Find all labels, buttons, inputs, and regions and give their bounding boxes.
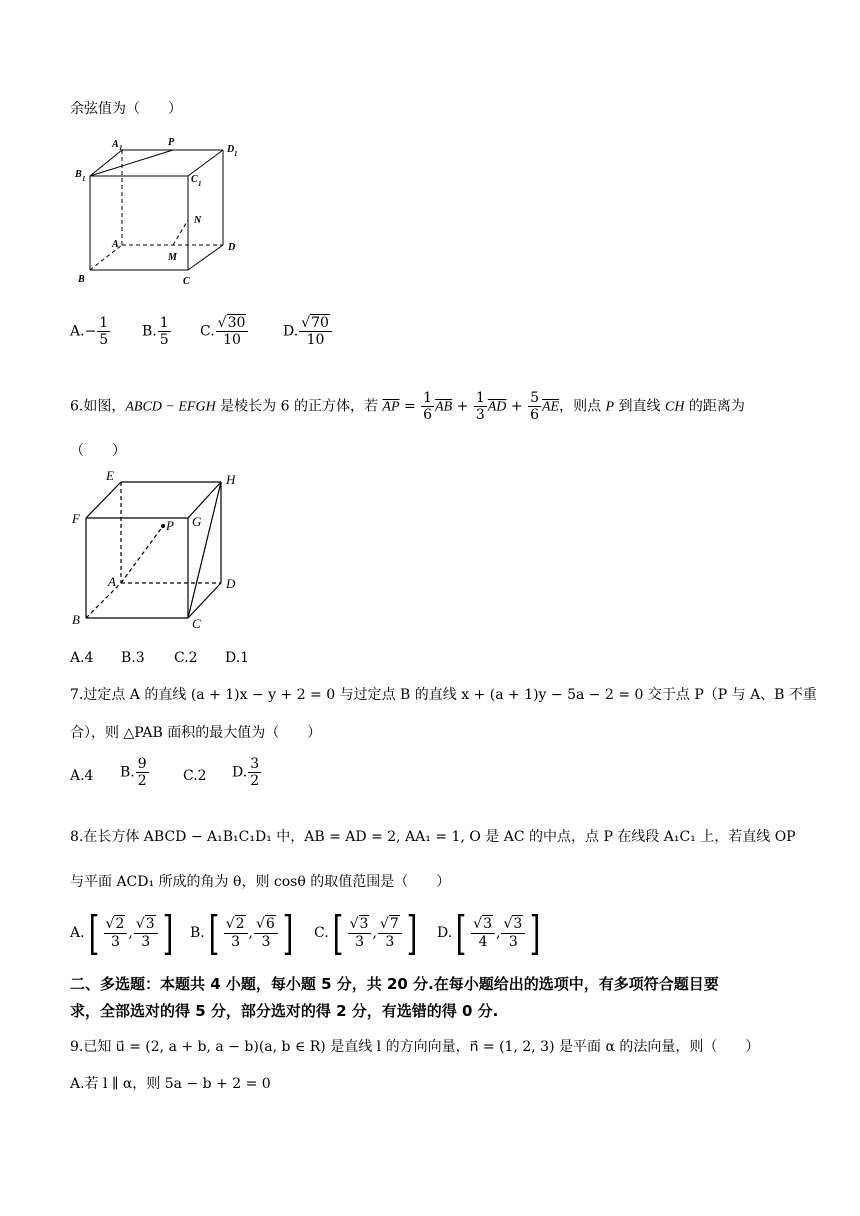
q8-option-b[interactable]: B. [ $\frac{√2}{3}$ , $\frac{√6}{3}$ ] — [190, 906, 294, 960]
q7-option-b[interactable]: B. $\frac{9}{2}$ — [120, 756, 147, 790]
q5-figure-cube — [70, 130, 250, 290]
q5-option-b[interactable]: B. $\frac{1}{5}$ — [142, 315, 169, 349]
svg-text:N: N — [194, 215, 202, 226]
svg-text:C: C — [191, 174, 198, 185]
svg-text:G: G — [192, 514, 202, 529]
q9-option-a[interactable]: A.若 l ∥ α，则 5a − b + 2 = 0 — [70, 1076, 271, 1092]
svg-text:A: A — [112, 139, 119, 150]
q6-option-b[interactable]: B.3 — [121, 650, 145, 666]
q8-option-a[interactable]: A. [ $\frac{√2}{3}$ , $\frac{√3}{3}$ ] — [70, 906, 174, 960]
q8-stem-line1: 8.在长方体 ABCD − A₁B₁C₁D₁ 中，AB = AD = 2, AA₁ = 1, O 是 AC 的中点，点 P 在线段 A₁C₁ 上，若直线 OP — [70, 829, 796, 845]
diagonal-ch — [188, 482, 221, 618]
q5-option-c[interactable]: C. $\frac{√30}{10}$ — [200, 315, 249, 348]
svg-text:A: A — [112, 239, 119, 250]
q7-option-a[interactable]: A.4 — [70, 768, 94, 784]
svg-text:1: 1 — [234, 150, 238, 158]
section2-heading-line2: 求，全部选对的得 5 分，部分选对的得 2 分，有选错的得 0 分. — [70, 1002, 499, 1020]
svg-text:B: B — [78, 274, 85, 285]
q6-paren: （ ） — [70, 443, 126, 459]
svg-text:F: F — [72, 511, 80, 526]
svg-text:1: 1 — [198, 180, 202, 188]
svg-text:D: D — [226, 576, 236, 591]
segment-b1-p — [90, 150, 173, 176]
q9-stem: 9.已知 u⃗ = (2, a + b, a − b)(a, b ∈ R) 是直线 l 的方向向量，n⃗ = (1, 2, 3) 是平面 α 的法向量，则（ ） — [70, 1039, 760, 1055]
svg-text:H: H — [226, 472, 236, 487]
svg-text:E: E — [106, 468, 114, 483]
svg-text:D: D — [227, 144, 235, 155]
svg-text:P: P — [168, 137, 175, 148]
segment-ap — [121, 526, 163, 583]
svg-text:C: C — [192, 616, 201, 631]
section2-heading-line1: 二、多选题：本题共 4 小题，每小题 5 分，共 20 分.在每小题给出的选项中，有多项符合题目要 — [70, 975, 719, 993]
svg-text:1: 1 — [82, 175, 86, 183]
edge-c-d — [188, 245, 223, 270]
q8-option-d[interactable]: D. [ $\frac{√3}{4}$ , $\frac{√3}{3}$ ] — [437, 906, 541, 960]
q6-figure-cube — [66, 468, 256, 636]
q6-option-c[interactable]: C.2 — [174, 650, 198, 666]
edge-b1-a1 — [90, 150, 122, 176]
q6-stem: 6.如图，ABCD − EFGH 是棱长为 6 的正方体，若 $\overline{AP}$ = $\frac{1}{6}$ $\overline{AB}$ + $\frac{1}{3}$ $\overline{AD}$ + $\frac{5}{6}$ $\overline{AE}$，则点 P 到直线 CH 的距离为 — [70, 390, 745, 424]
q7-option-c[interactable]: C.2 — [183, 768, 207, 784]
q7-stem-line2: 合），则 △PAB 面积的最大值为（ ） — [70, 725, 322, 741]
q6-option-d[interactable]: D.1 — [225, 650, 250, 666]
svg-text:M: M — [168, 252, 177, 263]
svg-text:D: D — [228, 242, 236, 253]
svg-text:P: P — [166, 518, 174, 533]
q5-option-d[interactable]: D. $\frac{√70}{10}$ — [283, 315, 333, 348]
q5-stem: 余弦值为（ ） — [70, 101, 182, 117]
q5-option-a[interactable]: A.− $\frac{1}{5}$ — [70, 315, 109, 349]
svg-text:A: A — [108, 574, 116, 589]
q8-stem-line2: 与平面 ACD₁ 所成的角为 θ，则 cosθ 的取值范围是（ ） — [70, 874, 451, 890]
svg-text:1: 1 — [119, 144, 123, 152]
q6-option-a[interactable]: A.4 — [70, 650, 94, 666]
segment-m-n — [173, 220, 188, 245]
q7-stem-line1: 7.过定点 A 的直线 (a + 1)x − y + 2 = 0 与过定点 B 的直线 x + (a + 1)y − 5a − 2 = 0 交于点 P（P 与 A、B 不重 — [70, 687, 817, 703]
q8-option-c[interactable]: C. [ $\frac{√3}{3}$ , $\frac{√7}{3}$ ] — [314, 906, 418, 960]
svg-text:C: C — [183, 276, 190, 287]
edge-d1-c1 — [188, 150, 223, 176]
svg-text:B: B — [75, 169, 82, 180]
svg-text:B: B — [72, 612, 80, 627]
q7-option-d[interactable]: D. $\frac{3}{2}$ — [232, 756, 260, 790]
